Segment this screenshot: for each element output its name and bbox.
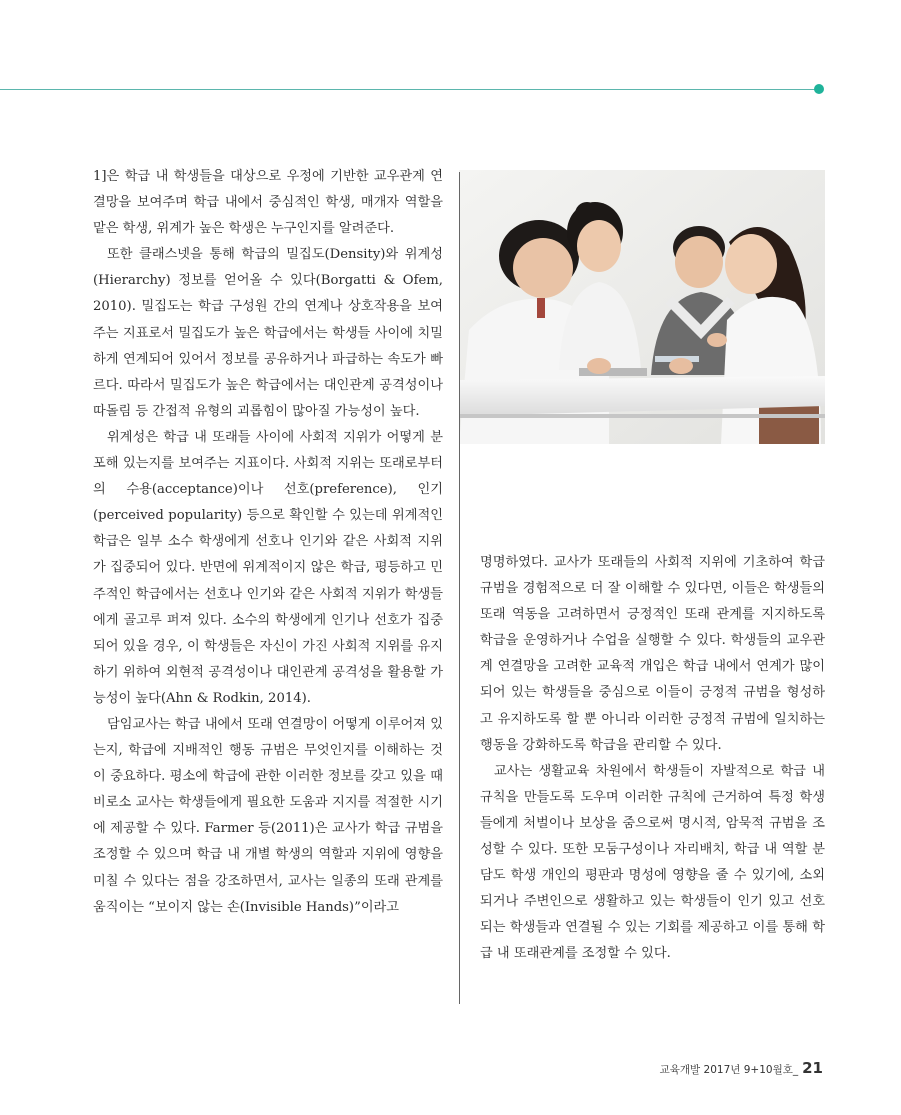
right-paragraph-2: 교사는 생활교육 차원에서 학생들이 자발적으로 학급 내 규칙을 만들도록 도우며 이러한 규칙에 근거하여 특정 학생들에게 처벌이나 보상을 줌으로써 명시적, 암묵적 규범을 조성할 수 있다. 또한 모둠구성이나 자리배치, 학급 내 역할 분담도 학생 개인의 평판과 명성에 영향을 줄 수 있기에, 소외되거나 주변인으로 생활하고 있는 학생들이 인기 있고 선호되는 학생들과 연결될 수 있는 기회를 제공하고 이를 통해 학급 내 또래관계를 조정할 수 있다. bbox=[480, 763, 825, 962]
left-paragraph-3: 위계성은 학급 내 또래들 사이에 사회적 지위가 어떻게 분포해 있는지를 보여주는 지표이다. 사회적 지위는 또래로부터의 수용(acceptance)이나 선호(preference), 인기(perceived popularity) 등으로 확인할 수 있는데 위계적인 학급은 일부 소수 학생에게 선호나 인기와 같은 사회적 지위가 집중되어 있다. 반면에 위계적이지 않은 학급, 평등하고 민주적인 학급에서는 선호나 인기와 같은 사회적 지위가 학생들에게 골고루 퍼져 있다. 소수의 학생에게 인기나 선호가 집중되어 있을 경우, 이 학생들은 자신이 가진 사회적 지위를 유지하기 위하여 외현적 공격성이나 대인관계 공격성을 활용할 가능성이 높다(Ahn & Rodkin, 2014). bbox=[93, 429, 443, 706]
left-paragraph-1: 1]은 학급 내 학생들을 대상으로 우정에 기반한 교우관계 연결망을 보여주며 학급 내에서 중심적인 학생, 매개자 역할을 맡은 학생, 위계가 높은 학생은 누구인지를 알려준다. bbox=[93, 169, 443, 237]
page-footer bbox=[660, 1058, 823, 1077]
page-number: 21 bbox=[802, 1059, 823, 1077]
column-divider bbox=[459, 172, 460, 1004]
header-rule bbox=[0, 89, 818, 90]
header-rule-dot bbox=[814, 84, 824, 94]
right-paragraph-1: 명명하였다. 교사가 또래들의 사회적 지위에 기초하여 학급 규범을 경험적으로 더 잘 이해할 수 있다면, 이들은 학생들의 또래 역동을 고려하면서 긍정적인 또래 관계를 지지하도록 학급을 운영하거나 수업을 실행할 수 있다. 학생들의 교우관계 연결망을 고려한 교육적 개입은 학급 내에서 연계가 많이 되어 있는 학생들을 중심으로 이들이 긍정적 규범을 형성하고 유지하도록 할 뿐 아니라 이러한 긍정적 규범에 일치하는 행동을 강화하도록 학급을 관리할 수 있다. bbox=[480, 555, 825, 753]
issue-label: 교육개발 2017년 9+10월호_ bbox=[659, 1064, 799, 1076]
left-paragraph-2: 또한 클래스넷을 통해 학급의 밀집도(Density)와 위계성(Hierarchy) 정보를 얻어올 수 있다(Borgatti & Ofem, 2010). 밀집도는 학급 구성원 간의 연계나 상호작용을 보여주는 지표로서 밀집도가 높은 학급에서는 학생들 사이에 치밀하게 연계되어 있어서 정보를 공유하거나 파급하는 속도가 빠르다. 따라서 밀집도가 높은 학급에서는 대인관계 공격성이나 따돌림 등 간접적 유형의 괴롭힘이 많아질 가능성이 높다. bbox=[93, 247, 443, 419]
left-column bbox=[93, 164, 443, 921]
left-paragraph-4: 담임교사는 학급 내에서 또래 연결망이 어떻게 이루어져 있는지, 학급에 지배적인 행동 규범은 무엇인지를 이해하는 것이 중요하다. 평소에 학급에 관한 이러한 정보를 갖고 있을 때 비로소 교사는 학생들에게 필요한 도움과 지지를 적절한 시기에 제공할 수 있다. Farmer 등(2011)은 교사가 학급 규범을 조정할 수 있으며 학급 내 개별 학생의 역할과 지위에 영향을 미칠 수 있다는 점을 강조하면서, 교사는 일종의 또래 관계를 움직이는 “보이지 않는 손(Invisible Hands)”이라고 bbox=[93, 716, 443, 915]
right-column bbox=[480, 550, 825, 968]
students-photo bbox=[459, 170, 825, 444]
